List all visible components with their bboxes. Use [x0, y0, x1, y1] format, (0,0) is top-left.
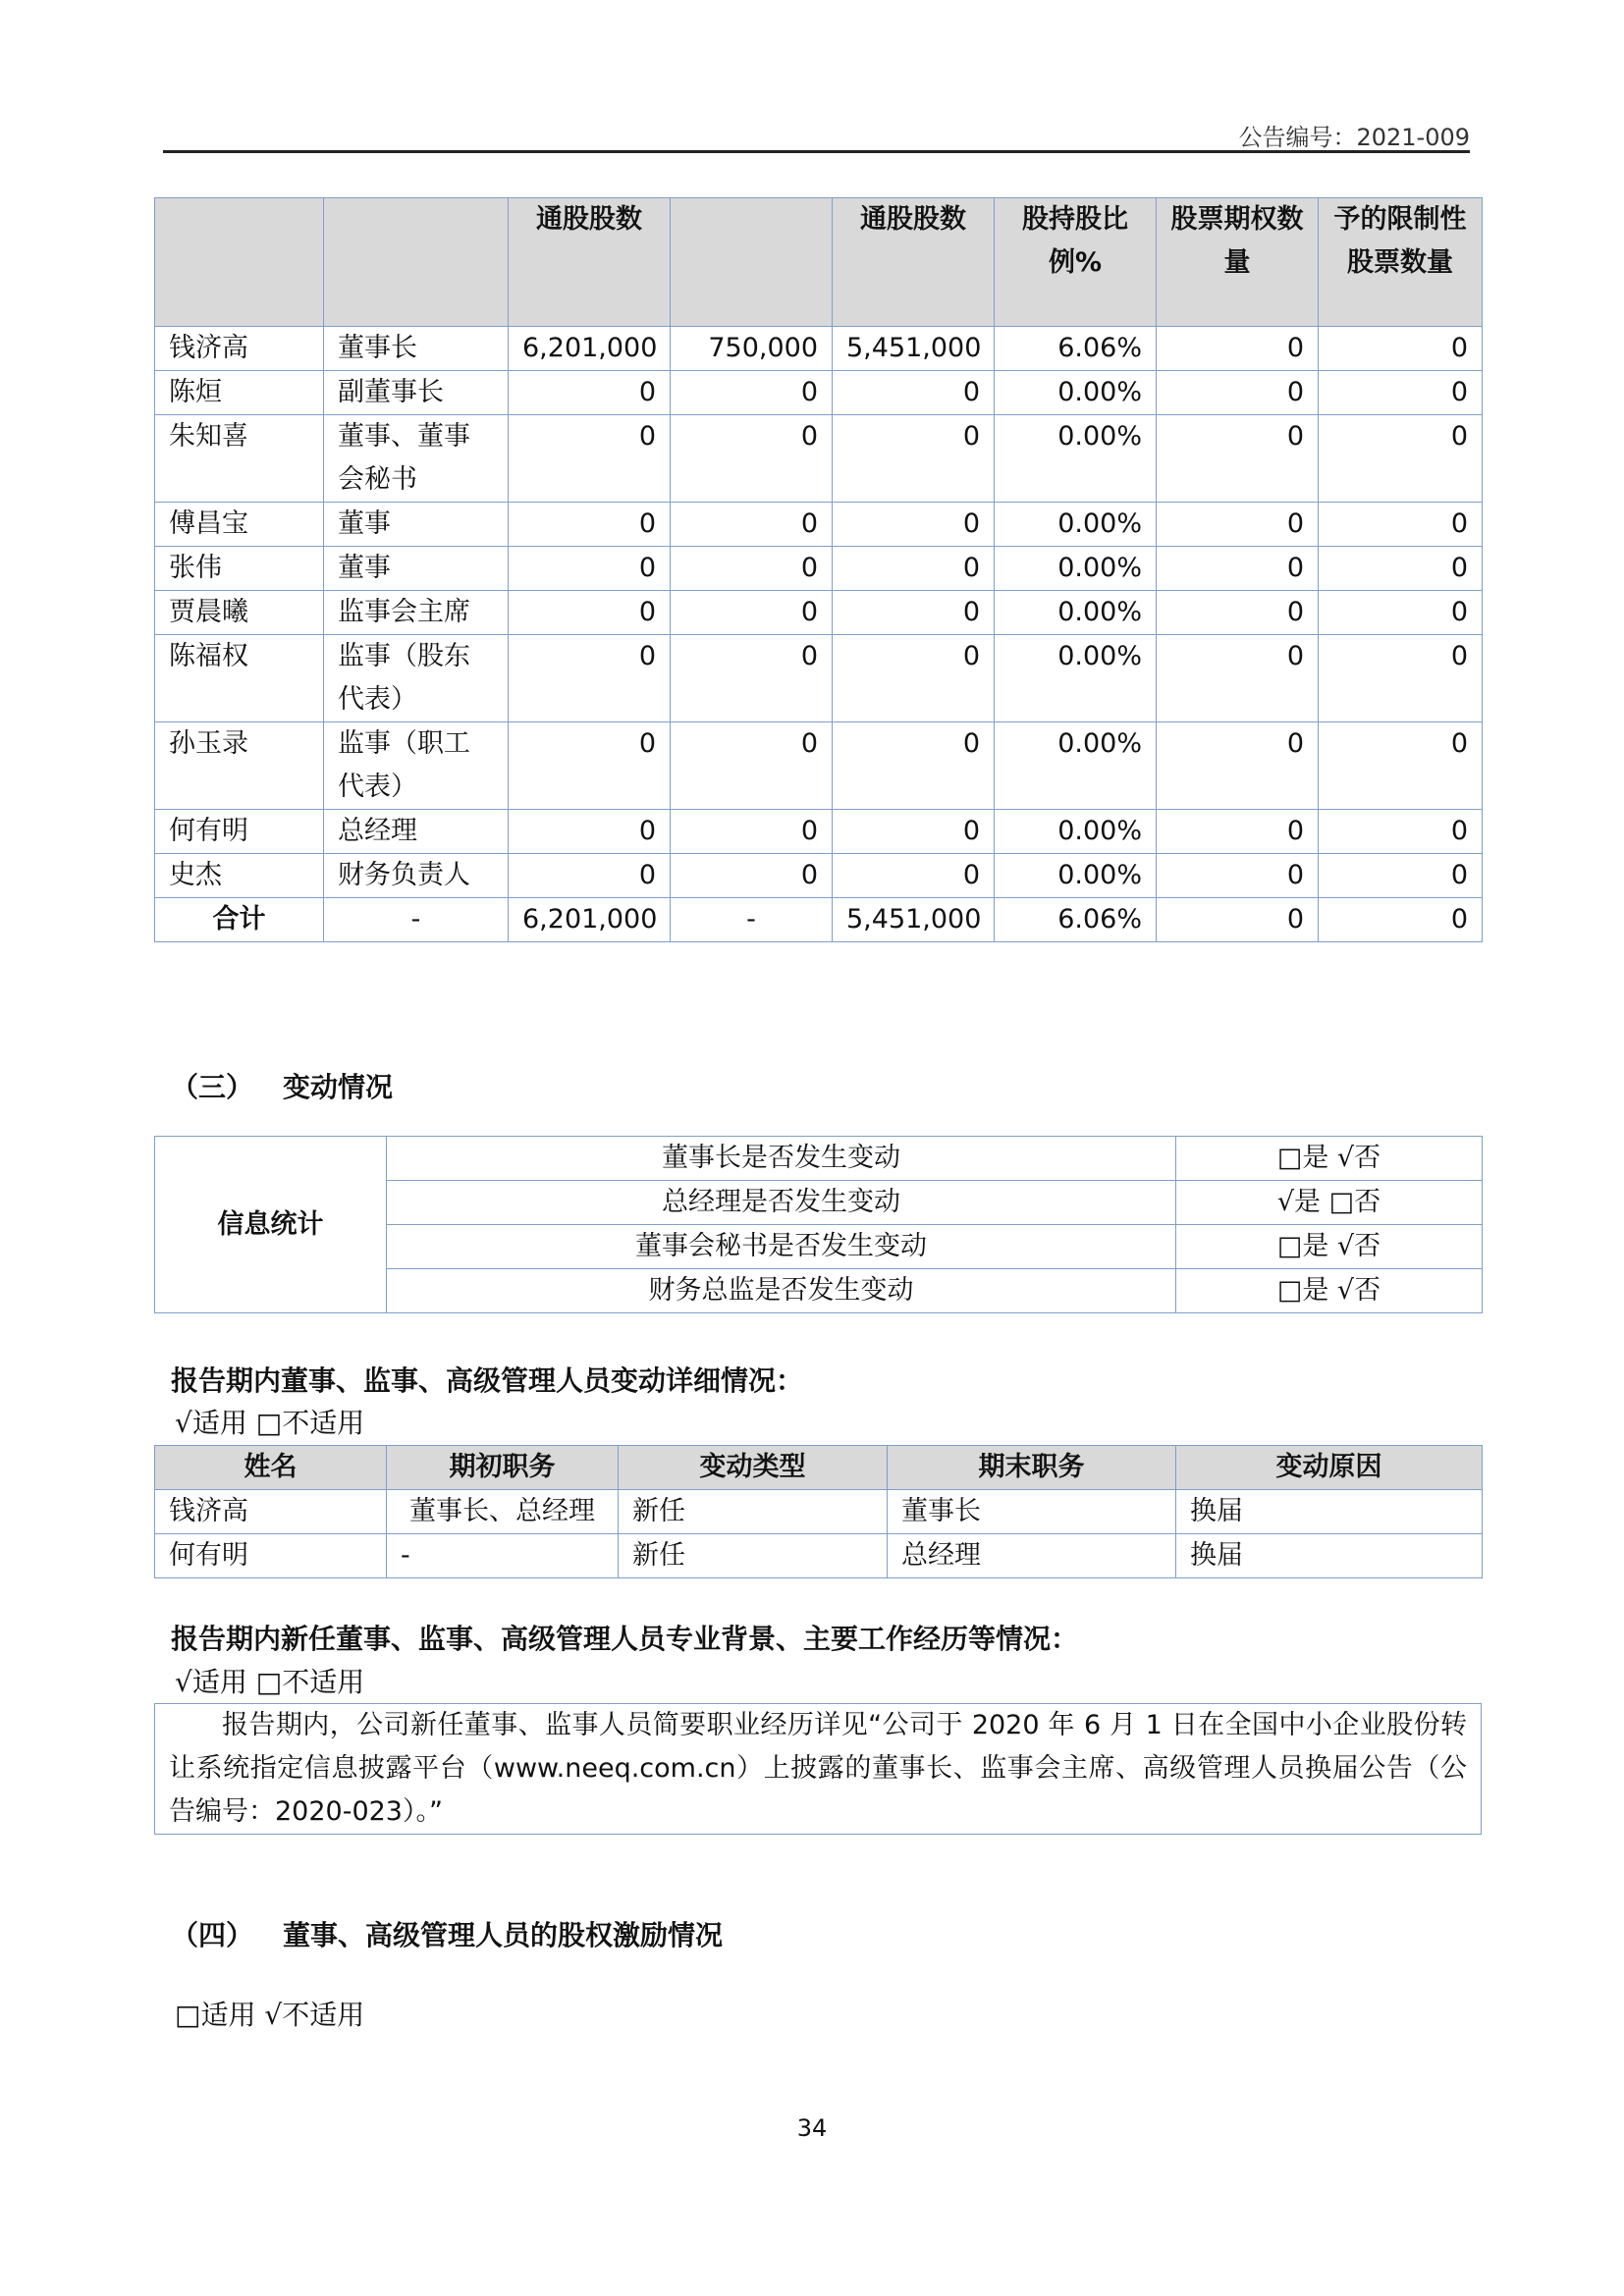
value-cell: 0 [509, 810, 671, 854]
bio-box [154, 1703, 1482, 1835]
value-cell: 0 [833, 371, 995, 415]
name-cell: 史杰 [155, 854, 324, 898]
value-cell: 6,201,000 [509, 327, 671, 371]
table-row [155, 371, 1483, 415]
value-cell: 0 [1157, 635, 1319, 722]
bio-applicable: √适用 □不适用 [175, 1666, 365, 1698]
value-cell: 0 [1157, 854, 1319, 898]
column-header: 期末职务 [888, 1446, 1176, 1490]
value-cell: 6.06% [995, 327, 1157, 371]
value-cell: - [671, 898, 833, 942]
value-cell: 0 [833, 547, 995, 591]
role-cell: 董事长 [324, 327, 509, 371]
value-cell: 0 [1319, 591, 1483, 635]
name-cell: 贾晨曦 [155, 591, 324, 635]
value-cell: 0 [1157, 810, 1319, 854]
value-cell: 0.00% [995, 722, 1157, 810]
value-cell: 0 [833, 503, 995, 547]
table-row [155, 547, 1483, 591]
value-cell: 0.00% [995, 415, 1157, 503]
table-row [155, 722, 1483, 810]
section-number: （四） [171, 1919, 254, 1951]
table-row [155, 810, 1483, 854]
table-cell: 钱济高 [155, 1490, 387, 1534]
value-cell: 0 [509, 854, 671, 898]
table-row [155, 1490, 1483, 1534]
value-cell: 0 [833, 635, 995, 722]
table-row [155, 415, 1483, 503]
role-cell: 董事 [324, 547, 509, 591]
table-cell: 新任 [619, 1490, 888, 1534]
change-item: 董事会秘书是否发生变动 [387, 1225, 1176, 1269]
value-cell: 0.00% [995, 503, 1157, 547]
value-cell: 0 [1157, 722, 1319, 810]
value-cell: 0 [833, 415, 995, 503]
value-cell: 0 [509, 635, 671, 722]
announcement-number: 公告编号：2021-009 [1238, 124, 1470, 151]
value-cell: 0 [1157, 415, 1319, 503]
table-row [155, 327, 1483, 371]
table-row [155, 635, 1483, 722]
column-header: 变动类型 [619, 1446, 888, 1490]
value-cell: 6,201,000 [509, 898, 671, 942]
table-row [155, 1137, 1483, 1181]
value-cell: 0 [1157, 371, 1319, 415]
column-header [155, 198, 324, 327]
section-number: （三） [171, 1071, 254, 1103]
change-status-table [154, 1136, 1483, 1313]
column-header [324, 198, 509, 327]
change-answer: □是 √否 [1176, 1137, 1483, 1181]
value-cell: 0.00% [995, 547, 1157, 591]
value-cell: 0 [671, 635, 833, 722]
section-heading-3 [171, 1066, 393, 1105]
name-cell: 陈烜 [155, 371, 324, 415]
header-rule [163, 150, 1470, 153]
shareholding-table [154, 197, 1483, 942]
value-cell: 0 [1319, 898, 1483, 942]
value-cell: 6.06% [995, 898, 1157, 942]
column-header [671, 198, 833, 327]
value-cell: 0 [833, 591, 995, 635]
role-cell: 财务负责人 [324, 854, 509, 898]
value-cell: 0 [1319, 635, 1483, 722]
change-answer: √是 □否 [1176, 1181, 1483, 1225]
value-cell: 0 [833, 810, 995, 854]
info-stat-label: 信息统计 [155, 1137, 387, 1313]
detail-heading: 报告期内董事、监事、高级管理人员变动详细情况： [171, 1364, 804, 1397]
table-row [155, 854, 1483, 898]
table-cell: 总经理 [888, 1534, 1176, 1578]
table-cell: 新任 [619, 1534, 888, 1578]
name-cell: 陈福权 [155, 635, 324, 722]
value-cell: 0 [1157, 327, 1319, 371]
value-cell: 0 [509, 415, 671, 503]
column-header: 姓名 [155, 1446, 387, 1490]
role-cell: - [324, 898, 509, 942]
table-cell: 换届 [1176, 1490, 1483, 1534]
column-header: 通股股数 [833, 198, 995, 327]
value-cell: 0 [1157, 547, 1319, 591]
value-cell: 0 [833, 854, 995, 898]
table-cell: 换届 [1176, 1534, 1483, 1578]
section-title: 变动情况 [283, 1071, 394, 1103]
table-cell: - [387, 1534, 619, 1578]
name-cell: 孙玉录 [155, 722, 324, 810]
section4-applicable: □适用 √不适用 [175, 1999, 365, 2031]
value-cell: 0 [671, 854, 833, 898]
page-number: 34 [796, 2114, 828, 2142]
value-cell: 0 [509, 503, 671, 547]
change-item: 财务总监是否发生变动 [387, 1269, 1176, 1313]
column-header: 通股股数 [509, 198, 671, 327]
value-cell: 0 [1319, 415, 1483, 503]
value-cell: 0 [509, 722, 671, 810]
bio-heading: 报告期内新任董事、监事、高级管理人员专业背景、主要工作经历等情况： [171, 1623, 1079, 1655]
total-row [155, 898, 1483, 942]
role-cell: 总经理 [324, 810, 509, 854]
value-cell: 0 [671, 810, 833, 854]
role-cell: 监事（股东代表） [324, 635, 509, 722]
value-cell: 0.00% [995, 635, 1157, 722]
role-cell: 监事会主席 [324, 591, 509, 635]
column-header: 变动原因 [1176, 1446, 1483, 1490]
table-row [155, 503, 1483, 547]
change-answer: □是 √否 [1176, 1269, 1483, 1313]
change-item: 总经理是否发生变动 [387, 1181, 1176, 1225]
value-cell: 0 [1319, 371, 1483, 415]
bio-text: 报告期内，公司新任董事、监事人员简要职业经历详见“公司于 2020 年 6 月 1 日在全国中小企业股份转让系统指定信息披露平台（www.neeq.com.cn）上披露的董事长、监事会主席、高级管理人员换届公告（公告编号：2020-023）。” [155, 1704, 1482, 1835]
table-row [155, 591, 1483, 635]
role-cell: 副董事长 [324, 371, 509, 415]
value-cell: 750,000 [671, 327, 833, 371]
value-cell: 0 [509, 591, 671, 635]
role-cell: 董事 [324, 503, 509, 547]
value-cell: 0.00% [995, 371, 1157, 415]
value-cell: 0 [1319, 854, 1483, 898]
name-cell: 何有明 [155, 810, 324, 854]
value-cell: 0 [509, 547, 671, 591]
value-cell: 5,451,000 [833, 898, 995, 942]
table-row [155, 1534, 1483, 1578]
value-cell: 0 [671, 591, 833, 635]
value-cell: 0.00% [995, 591, 1157, 635]
value-cell: 0 [833, 722, 995, 810]
value-cell: 0 [671, 371, 833, 415]
value-cell: 0 [671, 415, 833, 503]
value-cell: 0 [671, 503, 833, 547]
value-cell: 0 [671, 547, 833, 591]
value-cell: 0 [1319, 810, 1483, 854]
table-row [155, 1704, 1482, 1835]
change-item: 董事长是否发生变动 [387, 1137, 1176, 1181]
value-cell: 0 [1319, 327, 1483, 371]
name-cell: 钱济高 [155, 327, 324, 371]
value-cell: 0 [509, 371, 671, 415]
value-cell: 0 [1157, 591, 1319, 635]
name-cell: 朱知喜 [155, 415, 324, 503]
value-cell: 0 [1319, 503, 1483, 547]
column-header: 予的限制性股票数量 [1319, 198, 1483, 327]
table-cell: 董事长 [888, 1490, 1176, 1534]
section-title: 董事、高级管理人员的股权激励情况 [283, 1919, 724, 1951]
total-label: 合计 [155, 898, 324, 942]
value-cell: 0.00% [995, 854, 1157, 898]
value-cell: 0.00% [995, 810, 1157, 854]
role-cell: 监事（职工代表） [324, 722, 509, 810]
change-answer: □是 √否 [1176, 1225, 1483, 1269]
name-cell: 傅昌宝 [155, 503, 324, 547]
value-cell: 0 [671, 722, 833, 810]
detail-applicable: √适用 □不适用 [175, 1407, 365, 1439]
change-detail-table [154, 1445, 1483, 1578]
table-cell: 何有明 [155, 1534, 387, 1578]
table-header-row [155, 1446, 1483, 1490]
table-header-row [155, 198, 1483, 327]
column-header: 股票期权数量 [1157, 198, 1319, 327]
value-cell: 5,451,000 [833, 327, 995, 371]
value-cell: 0 [1157, 898, 1319, 942]
value-cell: 0 [1319, 547, 1483, 591]
table-cell: 董事长、总经理 [387, 1490, 619, 1534]
column-header: 股持股比例% [995, 198, 1157, 327]
value-cell: 0 [1157, 503, 1319, 547]
section-heading-4 [171, 1914, 723, 1953]
value-cell: 0 [1319, 722, 1483, 810]
role-cell: 董事、董事会秘书 [324, 415, 509, 503]
name-cell: 张伟 [155, 547, 324, 591]
column-header: 期初职务 [387, 1446, 619, 1490]
